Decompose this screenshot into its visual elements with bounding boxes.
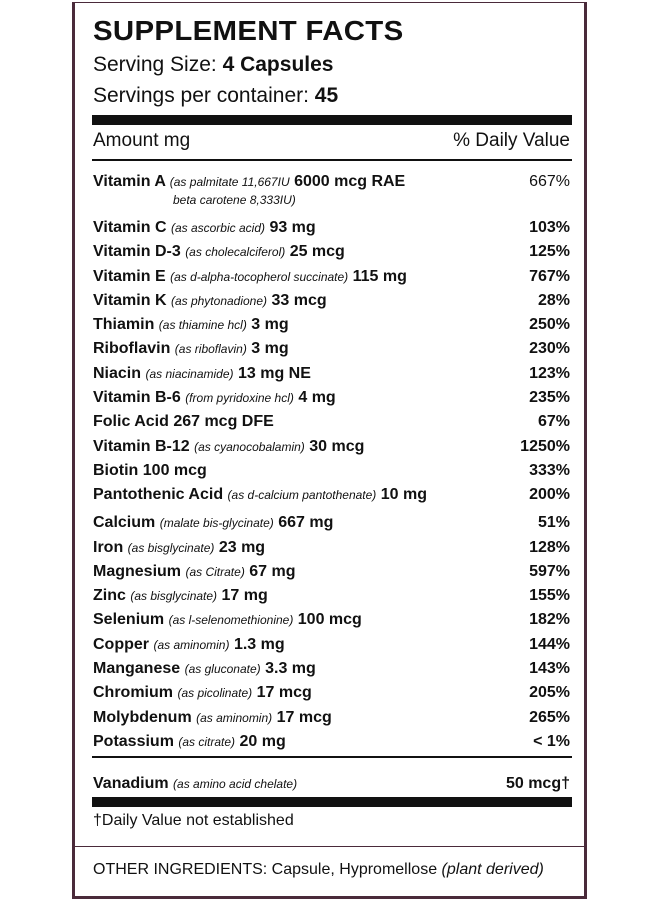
nutrient-dv: 144% [529, 635, 570, 653]
nutrient-row [93, 389, 570, 413]
ingredients-divider [75, 846, 584, 847]
nutrient-dv: 103% [529, 219, 570, 236]
nutrient-source: (as d-alpha-tocopherol succinate) [170, 269, 349, 284]
nutrient-amount: 30 mcg [309, 437, 365, 455]
nutrient-dv: 128% [529, 538, 570, 556]
nutrient-row [93, 563, 570, 587]
nutrient-dv: 155% [529, 587, 570, 605]
serving-size [93, 53, 333, 77]
servings-value: 45 [314, 84, 339, 107]
nutrient-name: Thiamin [93, 316, 155, 334]
nutrient-amount: 3.3 mg [265, 660, 316, 678]
nutrient-row [93, 539, 570, 563]
nutrient-name: Biotin [93, 461, 139, 479]
nutrient-rows [93, 219, 570, 757]
bottom-divider [92, 797, 572, 807]
nutrient-source-continued: beta carotene 8,333IU) [173, 193, 296, 207]
nutrient-name: Potassium [93, 732, 174, 750]
nutrient-row [93, 219, 570, 243]
nutrient-name: Iron [93, 538, 124, 556]
nutrient-amount: 100 mcg [142, 461, 207, 479]
nutrient-row-vanadium [93, 775, 570, 793]
nutrient-source: (as bisglycinate) [130, 589, 218, 604]
servings-label: Servings per container: [93, 84, 309, 107]
nutrient-amount: 25 mcg [289, 243, 345, 261]
nutrient-row [93, 660, 570, 684]
nutrient-source: (as bisglycinate) [127, 540, 215, 555]
nutrient-dv: 28% [537, 291, 570, 309]
nutrient-amount: 3 mg [251, 340, 289, 358]
nutrient-row [93, 462, 570, 486]
nutrient-amount: 13 mg NE [237, 364, 311, 382]
nutrient-amount: 20 mg [239, 732, 286, 750]
nutrient-row [93, 340, 570, 364]
serving-size-value: 4 Capsules [222, 53, 334, 76]
nutrient-dv: 123% [529, 364, 570, 382]
panel-title: SUPPLEMENT FACTS [93, 15, 404, 46]
nutrient-source: (as cholecalciferol) [185, 245, 286, 260]
nutrient-name: Molybdenum [93, 708, 192, 726]
nutrient-dv: 200% [529, 486, 570, 504]
nutrient-name: Zinc [93, 587, 126, 605]
nutrient-source: (as cyanocobalamin) [194, 439, 305, 454]
nutrient-name: Selenium [93, 611, 165, 629]
nutrient-source: (as thiamine hcl) [158, 318, 247, 333]
nutrient-source: (as d-calcium pantothenate) [227, 488, 377, 503]
nutrient-name: Magnesium [93, 562, 182, 580]
nutrient-dv: 143% [529, 660, 570, 678]
nutrient-row [93, 243, 570, 267]
nutrient-name: Niacin [93, 364, 142, 382]
nutrient-name: Manganese [93, 660, 181, 678]
nutrient-amount: 100 mcg [297, 611, 362, 629]
nutrient-source: (as riboflavin) [174, 342, 247, 357]
nutrient-source: (as amino acid chelate) [173, 777, 298, 792]
nutrient-source: (as phytonadione) [170, 293, 268, 308]
nutrient-amount: 17 mcg [256, 684, 312, 702]
nutrient-source: (as aminomin) [153, 637, 230, 652]
nutrient-name: Vitamin K [93, 291, 167, 309]
nutrient-row [93, 587, 570, 611]
nutrient-dv: 265% [529, 708, 570, 726]
nutrient-dv: 597% [529, 562, 570, 580]
nutrient-name: Copper [93, 635, 149, 653]
nutrient-name: Vitamin C [93, 219, 167, 236]
nutrient-dv: 333% [529, 461, 570, 479]
nutrient-row [93, 316, 570, 340]
nutrient-source: (as l-selenomethionine) [168, 613, 294, 628]
nutrient-dv: 205% [529, 684, 570, 702]
nutrient-amount: 67 mg [249, 562, 296, 580]
nutrient-dv: 1250% [520, 437, 570, 455]
nutrient-amount: 23 mg [218, 538, 266, 556]
nutrient-dv: 51% [537, 514, 570, 532]
nutrient-dv: < 1% [533, 732, 570, 750]
nutrient-dv: 230% [529, 340, 570, 358]
nutrient-source: (as ascorbic acid) [170, 221, 265, 235]
nutrient-dv: 250% [529, 316, 570, 334]
supplement-facts-panel [72, 2, 587, 899]
nutrient-name: Vitamin D-3 [93, 243, 181, 261]
other-ingredients-note: (plant derived) [441, 861, 544, 878]
nutrient-source: (as citrate) [178, 734, 236, 749]
nutrient-row [93, 292, 570, 316]
nutrient-row-vitamin-a [93, 173, 570, 219]
nutrient-name: Vitamin E [93, 267, 166, 285]
nutrient-source: (as gluconate) [184, 662, 261, 677]
nutrient-row [93, 514, 570, 538]
top-divider [92, 115, 572, 125]
nutrient-dv: 235% [529, 389, 570, 407]
nutrient-name: Vitamin B-12 [93, 437, 190, 455]
nutrient-name: Vanadium [93, 775, 169, 793]
nutrient-row [93, 268, 570, 292]
nutrient-dv: 125% [529, 243, 570, 261]
nutrient-name: Vitamin B-6 [93, 389, 181, 407]
nutrient-row [93, 611, 570, 635]
nutrient-name: Chromium [93, 684, 173, 702]
nutrient-source: (as niacinamide) [145, 366, 234, 381]
nutrient-row [93, 413, 570, 437]
nutrient-source: (from pyridoxine hcl) [185, 391, 294, 406]
nutrient-row [93, 733, 570, 757]
nutrient-name: Pantothenic Acid [93, 486, 224, 504]
nutrient-dv: 67% [537, 413, 570, 431]
nutrient-amount: 50 mcg† [505, 775, 570, 793]
nutrient-source: (as picolinate) [177, 686, 253, 701]
nutrient-amount: 17 mg [221, 587, 268, 605]
header-divider [92, 159, 572, 161]
nutrient-row [93, 365, 570, 389]
footnote: †Daily Value not established [93, 812, 294, 829]
nutrient-amount: 1.3 mg [233, 635, 285, 653]
daily-value-header: % Daily Value [453, 130, 570, 151]
nutrient-amount: 17 mcg [276, 708, 332, 726]
servings-per-container [93, 84, 338, 108]
nutrient-source: (as aminomin) [196, 710, 273, 725]
nutrient-list [93, 173, 570, 793]
nutrient-row [93, 709, 570, 733]
vanadium-divider [92, 756, 572, 758]
serving-size-label: Serving Size: [93, 53, 217, 76]
nutrient-dv: 182% [529, 611, 570, 629]
nutrient-name: Calcium [93, 514, 156, 532]
other-ingredients-label: OTHER INGREDIENTS: Capsule, Hypromellose [93, 861, 438, 878]
nutrient-amount: 4 mg [298, 389, 336, 407]
nutrient-name: Vitamin A [93, 173, 166, 190]
amount-header: Amount mg [93, 130, 191, 151]
nutrient-row [93, 486, 570, 514]
nutrient-name: Folic Acid [93, 413, 169, 431]
nutrient-dv: 767% [529, 267, 570, 285]
nutrient-amount: 267 mcg DFE [173, 413, 274, 431]
nutrient-amount: 667 mg [278, 514, 334, 532]
nutrient-source: (malate bis-glycinate) [159, 516, 274, 531]
nutrient-row [93, 684, 570, 708]
nutrient-row [93, 438, 570, 462]
nutrient-dv: 667% [529, 173, 570, 190]
nutrient-source: (as palmitate 11,667IU [169, 175, 290, 189]
nutrient-source: (as Citrate) [185, 564, 245, 579]
nutrient-amount: 10 mg [380, 486, 427, 504]
nutrient-amount: 3 mg [251, 316, 289, 334]
column-header [93, 130, 570, 152]
other-ingredients [93, 861, 544, 879]
nutrient-amount: 115 mg [352, 267, 407, 285]
nutrient-amount: 6000 mcg RAE [294, 173, 406, 190]
nutrient-row [93, 636, 570, 660]
nutrient-amount: 33 mcg [271, 291, 327, 309]
nutrient-name: Riboflavin [93, 340, 171, 358]
nutrient-amount: 93 mg [269, 219, 316, 236]
